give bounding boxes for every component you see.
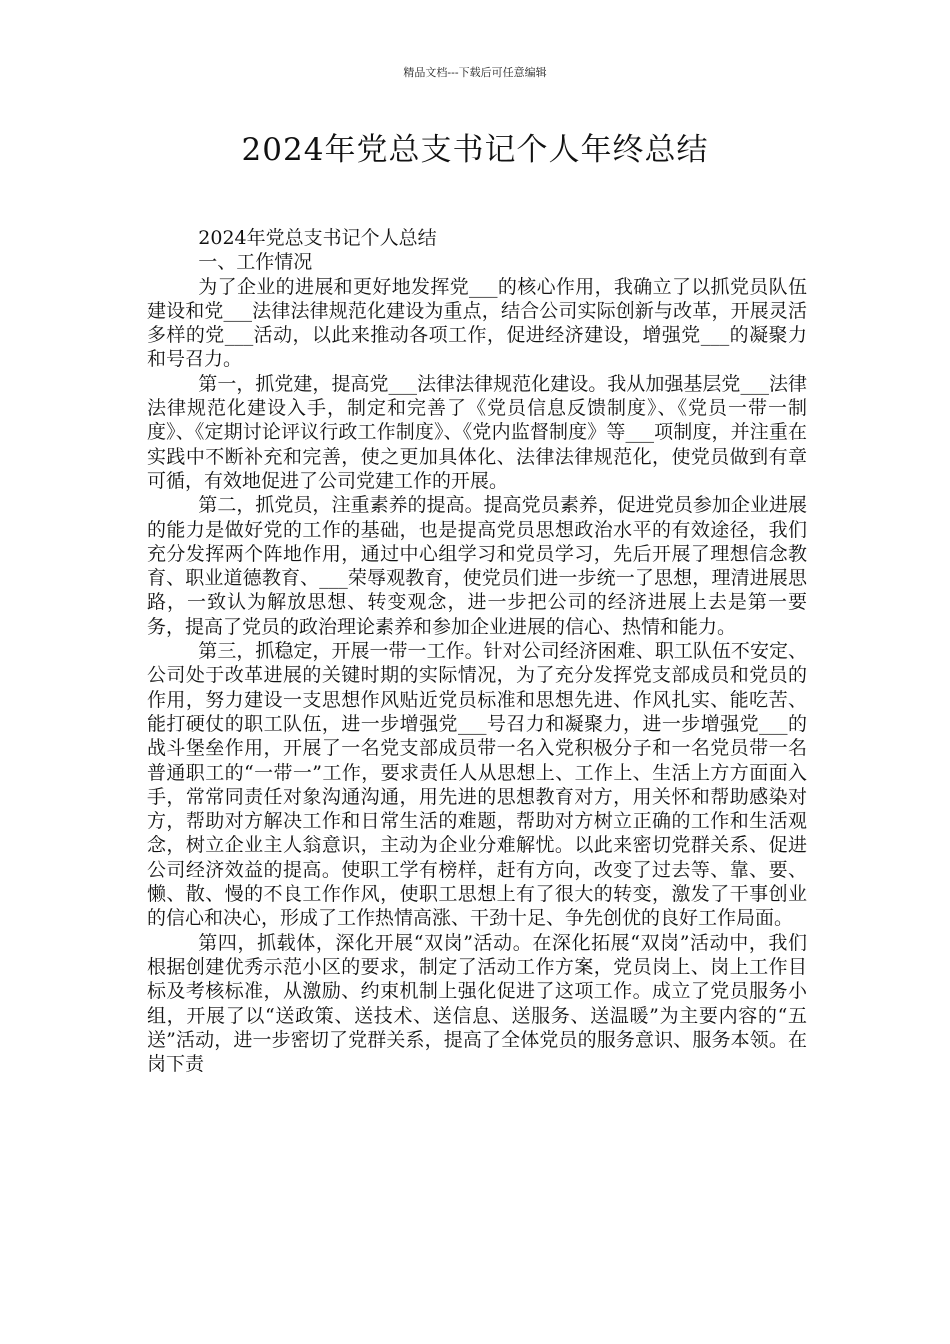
- paragraph-fourth: 第四，抓载体，深化开展“双岗”活动。在深化拓展“双岗”活动中，我们根据创建优秀示范小区的要求，制定了活动工作方案，党员岗上、岗上工作目标及考核标准，从激励、约束机制上强化促进了这项工作。成立了党员服务小组，开展了以“送政策、送技术、送信息、送服务、送温暖”为主要内容的“五送”活动，进一步密切了党群关系，提高了全体党员的服务意识、服务本领。在岗下责: [147, 931, 807, 1076]
- paragraph-intro: 为了企业的进展和更好地发挥党___的核心作用，我确立了以抓党员队伍建设和党___法律法律规范化建设为重点，结合公司实际创新与改革，开展灵活多样的党___活动，以此来推动各项工作，促进经济建设，增强党___的凝聚力和号召力。: [147, 275, 807, 371]
- section-heading: 一、工作情况: [198, 251, 313, 274]
- paragraph-third: 第三，抓稳定，开展一带一工作。针对公司经济困难、职工队伍不安定、公司处于改革进展的关键时期的实际情况，为了充分发挥党支部成员和党员的作用，努力建设一支思想作风贴近党员标准和思想先进、作风扎实、能吃苦、能打硬仗的职工队伍，进一步增强党___号召力和凝聚力，进一步增强党___的战斗堡垒作用，开展了一名党支部成员带一名入党积极分子和一名党员带一名普通职工的“一带一”工作，要求责任人从思想上、工作上、生活上方方面面入手，常常同责任对象沟通沟通，用先进的思想教育对方，用关怀和帮助感染对方，帮助对方解决工作和日常生活的难题，帮助对方树立正确的工作和生活观念，树立企业主人翁意识，主动为企业分难解忧。以此来密切党群关系、促进公司经济效益的提高。使职工学有榜样，赶有方向，改变了过去等、靠、要、懒、散、慢的不良工作作风，使职工思想上有了很大的转变，激发了干事创业的信心和决心，形成了工作热情高涨、干劲十足、争先创优的良好工作局面。: [147, 640, 807, 930]
- document-body: [147, 226, 807, 1076]
- paragraph-second: 第二，抓党员，注重素养的提高。提高党员素养，促进党员参加企业进展的能力是做好党的工作的基础，也是提高党员思想政治水平的有效途径，我们充分发挥两个阵地作用，通过中心组学习和党员学习，先后开展了理想信念教育、职业道德教育、___荣辱观教育，使党员们进一步统一了思想，理清进展思路，一致认为解放思想、转变观念，进一步把公司的经济进展上去是第一要务，提高了党员的政治理论素养和参加企业进展的信心、热情和能力。: [147, 494, 807, 638]
- document-title: 2024年党总支书记个人年终总结: [241, 132, 709, 168]
- document-subtitle: 2024年党总支书记个人总结: [198, 227, 437, 249]
- header-note: 精品文档---下载后可任意编辑: [403, 66, 547, 79]
- paragraph-first: 第一，抓党建，提高党___法律法律规范化建设。我从加强基层党___法律法律规范化建设入手，制定和完善了《党员信息反馈制度》、《党员一带一制度》、《定期讨论评议行政工作制度》、《党内监督制度》等___项制度，并注重在实践中不断补充和完善，使之更加具体化、法律法律规范化，使党员做到有章可循，有效地促进了公司党建工作的开展。: [147, 372, 807, 492]
